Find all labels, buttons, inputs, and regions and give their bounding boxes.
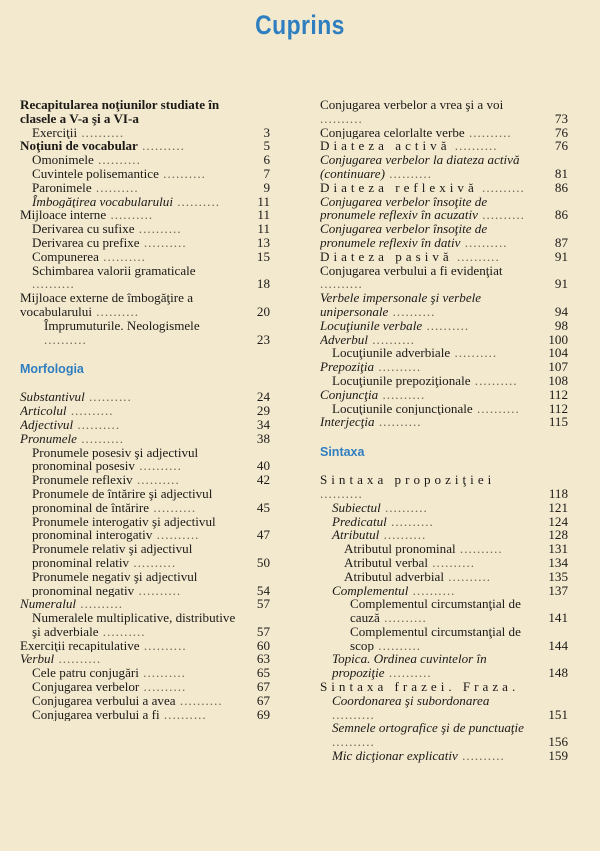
toc-entry-page: 67 (256, 692, 270, 708)
toc-entry-page: 42 (256, 472, 270, 488)
page-title: Cuprins (255, 10, 345, 40)
toc-entry-page: 67 (256, 679, 270, 695)
dot-leader: .......... (77, 125, 125, 140)
toc-entry-title: Pronumele interogativ şi adjectivul pronominal interogativ (32, 514, 216, 543)
toc-entry-page: 11 (257, 221, 270, 237)
toc-entry[interactable] (20, 446, 270, 474)
dot-leader: .......... (378, 387, 426, 402)
toc-entry-page: 104 (548, 345, 568, 361)
dot-leader: .......... (175, 693, 223, 708)
toc-entry-page: 60 (256, 637, 270, 653)
toc-entry-page: 144 (548, 637, 568, 653)
dot-leader: .......... (332, 734, 375, 750)
toc-entry[interactable] (320, 374, 568, 388)
toc-entry-title: Pronumele reflexiv (32, 473, 133, 487)
toc-entry-page: 38 (256, 430, 270, 446)
toc-entry-page: 57 (256, 596, 270, 612)
toc-entry-title: Conjugarea verbelor însoţite de pronumele reflexiv în dativ (320, 222, 488, 250)
toc-entry[interactable] (20, 708, 270, 722)
toc-entry-page: 112 (548, 386, 568, 402)
toc-entry[interactable] (320, 501, 568, 515)
toc-entry-page: 159 (548, 748, 568, 764)
toc-entry[interactable] (320, 515, 568, 529)
toc-entry-page: 87 (554, 234, 568, 250)
dot-leader: .......... (93, 153, 141, 167)
toc-entry[interactable] (20, 222, 270, 236)
toc-entry-page: 135 (548, 568, 568, 584)
toc-entry-page: 156 (548, 734, 568, 750)
toc-entry-title: Schimbarea valorii gramaticale (32, 263, 196, 278)
toc-entry-page: 57 (256, 623, 270, 639)
toc-entry-title: Conjugarea verbului a avea (32, 693, 176, 708)
toc-entry-title: Exerciţii (32, 125, 78, 140)
toc-entry-title: Complementul circumstanţial de cauză (350, 597, 521, 625)
dot-leader: .......... (139, 680, 187, 694)
dot-leader: .......... (384, 165, 432, 181)
toc-entry-title: Conjugarea verbului a fi (32, 707, 160, 722)
toc-entry-page: 151 (548, 706, 568, 722)
toc-entry-page: 94 (554, 303, 568, 319)
dot-leader: .......... (320, 485, 363, 501)
toc-entry[interactable] (320, 749, 568, 763)
dot-leader: .......... (132, 473, 180, 487)
dot-leader: .......... (320, 276, 363, 292)
toc-entry-title: Sintaxa frazei. Fraza. (320, 680, 520, 694)
dot-leader: .......... (374, 637, 422, 653)
toc-entry[interactable] (320, 195, 568, 223)
toc-entry-page: 134 (548, 554, 568, 570)
dot-leader: .......... (477, 207, 525, 223)
toc-entry-page: 141 (548, 610, 568, 626)
toc-entry-title: Recapitularea noţiunilor studiate în clasele a V-a şi a VI-a (20, 98, 220, 126)
toc-entry[interactable] (320, 556, 568, 570)
toc-entry[interactable] (20, 487, 270, 515)
dot-leader: .......... (129, 554, 177, 570)
toc-entry[interactable] (320, 680, 568, 694)
toc-entry-title: Noţiuni de vocabular (20, 139, 138, 154)
dot-leader: .......... (444, 569, 492, 584)
dot-leader: .......... (379, 528, 427, 543)
toc-entry-title: Omonimele (32, 153, 94, 167)
dot-leader: .......... (368, 332, 416, 347)
dot-leader: .......... (98, 249, 146, 264)
toc-entry-title: Verbul (20, 652, 55, 667)
dot-leader: .......... (76, 597, 124, 612)
toc-entry-page: 34 (256, 416, 270, 432)
toc-entry-page: 98 (554, 317, 568, 333)
dot-leader: .......... (380, 500, 428, 515)
toc-entry[interactable] (320, 388, 568, 402)
toc-entry[interactable] (20, 680, 270, 694)
toc-entry-page: 65 (256, 665, 270, 681)
toc-entry[interactable] (320, 264, 568, 292)
toc-entry-title: Interjecţia (320, 415, 375, 430)
toc-entry[interactable] (20, 473, 270, 487)
toc-entry-page: 131 (548, 541, 568, 557)
toc-entry-title: Mijloace externe de îmbogăţire a vocabularului (20, 291, 194, 319)
toc-entry-title: Atributul verbal (344, 555, 428, 570)
dot-leader: .......... (472, 401, 520, 416)
toc-entry-title: Îmbogăţirea vocabularului (32, 194, 173, 209)
toc-entry-page: 9 (263, 179, 270, 195)
toc-entry[interactable] (20, 515, 270, 543)
toc-entry-page: 3 (263, 124, 270, 140)
toc-entry[interactable] (320, 181, 568, 195)
toc-entry[interactable] (320, 291, 568, 319)
toc-entry[interactable] (320, 98, 568, 126)
dot-leader: .......... (159, 707, 207, 722)
toc-entry-title: Împrumuturile. Neologismele (44, 318, 200, 333)
toc-entry[interactable] (20, 694, 270, 708)
dot-leader: .......... (139, 638, 187, 653)
toc-entry[interactable] (20, 319, 270, 347)
toc-entry-title: Semnele ortografice şi de punctuaţie (332, 721, 524, 736)
toc-entry-title: Derivarea cu sufixe (32, 222, 135, 236)
toc-entry-page: 47 (256, 527, 270, 543)
dot-leader: .......... (428, 555, 476, 570)
toc-entry-title: Substantivul (20, 390, 85, 405)
dot-leader: .......... (450, 346, 498, 361)
toc-entry-page: 73 (554, 110, 568, 126)
toc-entry-page: 148 (548, 665, 568, 681)
toc-entry-page: 91 (554, 276, 568, 292)
toc-entry[interactable] (320, 402, 568, 416)
section-heading: Sintaxa (320, 445, 365, 460)
dot-leader: .......... (374, 360, 422, 374)
toc-entry-page: 18 (256, 276, 270, 292)
toc-entry-page: 107 (548, 359, 568, 375)
toc-entry-title: Pronumele negativ şi adjectivul pronominal negativ (32, 569, 198, 598)
toc-entry-page: 108 (548, 372, 568, 388)
toc-entry-page: 128 (548, 527, 568, 543)
toc-entry-page: 7 (263, 165, 270, 181)
toc-entry[interactable] (320, 528, 568, 542)
dot-leader: .......... (384, 665, 432, 681)
toc-entry-page: 91 (554, 248, 568, 264)
toc-entry-title: Locuţiunile prepoziţionale (332, 373, 471, 388)
toc-entry-title: Diateza pasivă (320, 249, 453, 264)
dot-leader: .......... (457, 749, 505, 763)
toc-entry-title: Pronumele relativ şi adjectivul pronominal relativ (32, 542, 193, 570)
toc-entry-title: Complementul circumstanţial de scop (350, 624, 521, 653)
dot-leader: .......... (422, 318, 470, 333)
toc-entry-title: Adjectivul (20, 417, 74, 432)
toc-entry-title: Coordonarea şi subordonarea (332, 693, 490, 708)
toc-entry-title: Conjugarea verbelor însoţite de pronumele reflexiv în acuzativ (320, 194, 488, 223)
toc-entry[interactable] (20, 639, 270, 653)
toc-entry[interactable] (320, 473, 568, 501)
toc-entry-title: Diateza activă (320, 139, 451, 154)
toc-entry-title: Conjugarea verbelor (32, 680, 140, 694)
dot-leader: .......... (54, 652, 102, 667)
toc-entry[interactable] (20, 98, 270, 126)
toc-entry-title: Paronimele (32, 180, 92, 195)
toc-entry[interactable] (320, 250, 568, 264)
toc-entry[interactable] (320, 542, 568, 556)
toc-entry[interactable] (20, 390, 270, 404)
toc-entry-title: Complementul (332, 583, 409, 598)
toc-entry[interactable] (320, 346, 568, 360)
toc-entry-page: 6 (263, 152, 270, 168)
toc-entry[interactable] (20, 153, 270, 167)
toc-entry-page: 54 (256, 582, 270, 598)
dot-leader: .......... (138, 666, 186, 681)
dot-leader: .......... (98, 623, 146, 639)
toc-entry-title: Mijloace interne (20, 208, 107, 223)
toc-entry-page: 11 (257, 193, 270, 209)
toc-entry-title: Numeralul (20, 597, 77, 612)
toc-entry[interactable] (20, 195, 270, 209)
toc-entry-title: Locuţiunile conjuncţionale (332, 401, 473, 416)
toc-entry-title: Cuvintele polisemantice (32, 166, 159, 181)
toc-entry-page: 63 (256, 651, 270, 667)
toc-entry-title: Adverbul (320, 332, 368, 347)
toc-entry-page: 100 (548, 331, 568, 347)
toc-entry-page: 11 (257, 207, 270, 223)
toc-entry[interactable] (20, 432, 270, 446)
toc-entry-page: 40 (256, 458, 270, 474)
dot-leader: .......... (388, 303, 436, 319)
dot-leader: .......... (134, 582, 182, 598)
toc-entry-title: Exerciţii recapitulative (20, 638, 140, 653)
toc-entry-page: 76 (554, 138, 568, 154)
toc-entry-page: 5 (263, 138, 270, 154)
dot-leader: .......... (450, 139, 498, 154)
toc-entry[interactable] (20, 611, 270, 639)
toc-entry-title: Conjugarea verbului a fi evidenţiat (320, 263, 503, 278)
dot-leader: .......... (152, 527, 200, 543)
toc-entry-page: 29 (256, 403, 270, 419)
toc-entry[interactable] (320, 139, 568, 153)
dot-leader: .......... (149, 499, 197, 515)
toc-entry-title: Numeralele multiplicative, distributive şi adverbiale (32, 611, 236, 639)
dot-leader: .......... (460, 234, 508, 250)
toc-entry-title: Subiectul (332, 500, 381, 515)
toc-entry[interactable] (20, 208, 270, 222)
toc-entry[interactable] (20, 264, 270, 292)
dot-leader: .......... (32, 276, 75, 292)
toc-entry-page: 45 (256, 499, 270, 515)
toc-entry[interactable] (20, 570, 270, 598)
toc-entry[interactable] (20, 291, 270, 319)
dot-leader: .......... (452, 249, 500, 264)
toc-entry[interactable] (20, 167, 270, 181)
toc-entry-title: Articolul (20, 404, 67, 418)
toc-entry-title: Diateza reflexivă (320, 180, 478, 195)
section-heading: Morfologia (20, 362, 84, 377)
toc-entry-title: Sintaxa propoziţiei (320, 473, 496, 488)
toc-entry[interactable] (320, 652, 568, 680)
toc-entry-page: 15 (256, 248, 270, 264)
toc-entry[interactable] (320, 584, 568, 598)
toc-entry[interactable] (320, 360, 568, 374)
dot-leader: .......... (134, 222, 182, 236)
toc-entry-title: Compunerea (32, 249, 99, 264)
toc-entry-title: Mic dicţionar explicativ (332, 749, 458, 763)
toc-entry-title: Cele patru conjugări (32, 666, 139, 681)
toc-entry[interactable] (20, 404, 270, 418)
dot-leader: .......... (137, 139, 185, 154)
toc-entry-title: Prepoziţia (320, 360, 375, 374)
toc-entry[interactable] (20, 418, 270, 432)
toc-entry[interactable] (320, 597, 568, 625)
toc-entry[interactable] (20, 181, 270, 195)
dot-leader: .......... (91, 180, 139, 195)
toc-entry-page: 76 (554, 124, 568, 140)
toc-entry-page: 86 (554, 207, 568, 223)
dot-leader: .......... (66, 404, 114, 418)
toc-entry[interactable] (320, 721, 568, 749)
toc-entry-title: Atributul pronominal (344, 542, 456, 556)
toc-entry-title: Verbele impersonale şi verbele unipersonale (320, 291, 482, 319)
toc-entry-title: Conjugarea verbelor a vrea şi a voi (320, 98, 504, 112)
dot-leader: .......... (44, 331, 87, 347)
dot-leader: .......... (455, 542, 503, 556)
toc-right-column (320, 98, 568, 763)
dot-leader: .......... (106, 208, 154, 223)
dot-leader: .......... (172, 194, 220, 209)
dot-leader: .......... (477, 180, 525, 195)
toc-entry[interactable] (20, 597, 270, 611)
toc-entry-page: 121 (548, 499, 568, 515)
dot-leader: .......... (134, 458, 182, 474)
toc-entry-title: Locuţiunile adverbiale (332, 346, 451, 361)
dot-leader: .......... (92, 303, 140, 319)
dot-leader: .......... (379, 610, 427, 625)
toc-entry-title: Atributul (332, 528, 380, 543)
toc-entry-page: 137 (548, 582, 568, 598)
toc-entry[interactable] (20, 652, 270, 666)
toc-entry[interactable] (20, 139, 270, 153)
toc-entry-title: Pronumele posesiv şi adjectivul pronominal posesiv (32, 445, 199, 474)
toc-entry[interactable] (20, 666, 270, 680)
dot-leader: .......... (374, 415, 422, 430)
toc-entry-page: 86 (554, 179, 568, 195)
toc-entry-page: 115 (548, 414, 568, 430)
toc-entry-title: Conjugarea celorlalte verbe (320, 125, 465, 140)
toc-entry-title: Predicatul (332, 514, 387, 529)
toc-entry[interactable] (320, 625, 568, 653)
toc-entry-page: 23 (256, 331, 270, 347)
toc-left-column (20, 98, 270, 721)
dot-leader: .......... (73, 417, 121, 432)
toc-entry-page: 124 (548, 513, 568, 529)
dot-leader: .......... (158, 166, 206, 181)
toc-entry-page: 81 (554, 165, 568, 181)
toc-entry-title: Conjuncţia (320, 387, 379, 402)
dot-leader: .......... (332, 706, 375, 722)
toc-entry-page: 112 (548, 400, 568, 416)
toc-entry[interactable] (320, 570, 568, 584)
toc-entry[interactable] (20, 126, 270, 140)
dot-leader: .......... (408, 583, 456, 598)
toc-entry[interactable] (320, 222, 568, 250)
toc-entry[interactable] (20, 250, 270, 264)
toc-entry-title: Conjugarea verbelor la diateza activă (continuare) (320, 153, 520, 181)
dot-leader: .......... (76, 431, 124, 446)
toc-entry-title: Locuţiunile verbale (320, 318, 423, 333)
dot-leader: .......... (470, 373, 518, 388)
dot-leader: .......... (464, 125, 512, 140)
toc-entry[interactable] (20, 542, 270, 570)
toc-entry-title: Topica. Ordinea cuvintelor în propoziţie (332, 652, 487, 681)
toc-entry-page: 118 (548, 485, 568, 501)
toc-entry-title: Pronumele (20, 431, 77, 446)
toc-entry[interactable] (20, 236, 270, 250)
dot-leader: .......... (386, 514, 434, 529)
toc-entry-title: Pronumele de întărire şi adjectivul pronominal de întărire (32, 486, 213, 515)
toc-entry-title: Derivarea cu prefixe (32, 235, 140, 250)
toc-entry[interactable] (320, 126, 568, 140)
toc-entry-page: 50 (256, 554, 270, 570)
dot-leader: .......... (84, 390, 132, 405)
toc-entry[interactable] (320, 333, 568, 347)
toc-entry-title: Atributul adverbial (344, 569, 444, 584)
toc-entry[interactable] (320, 415, 568, 429)
dot-leader: .......... (139, 235, 187, 250)
toc-entry[interactable] (320, 319, 568, 333)
toc-entry-page: 24 (256, 389, 270, 405)
toc-entry-page: 69 (256, 706, 270, 722)
toc-entry-page: 20 (256, 303, 270, 319)
dot-leader: .......... (320, 110, 363, 126)
toc-entry-page: 13 (256, 234, 270, 250)
toc-entry[interactable] (320, 153, 568, 181)
toc-entry[interactable] (320, 694, 568, 722)
